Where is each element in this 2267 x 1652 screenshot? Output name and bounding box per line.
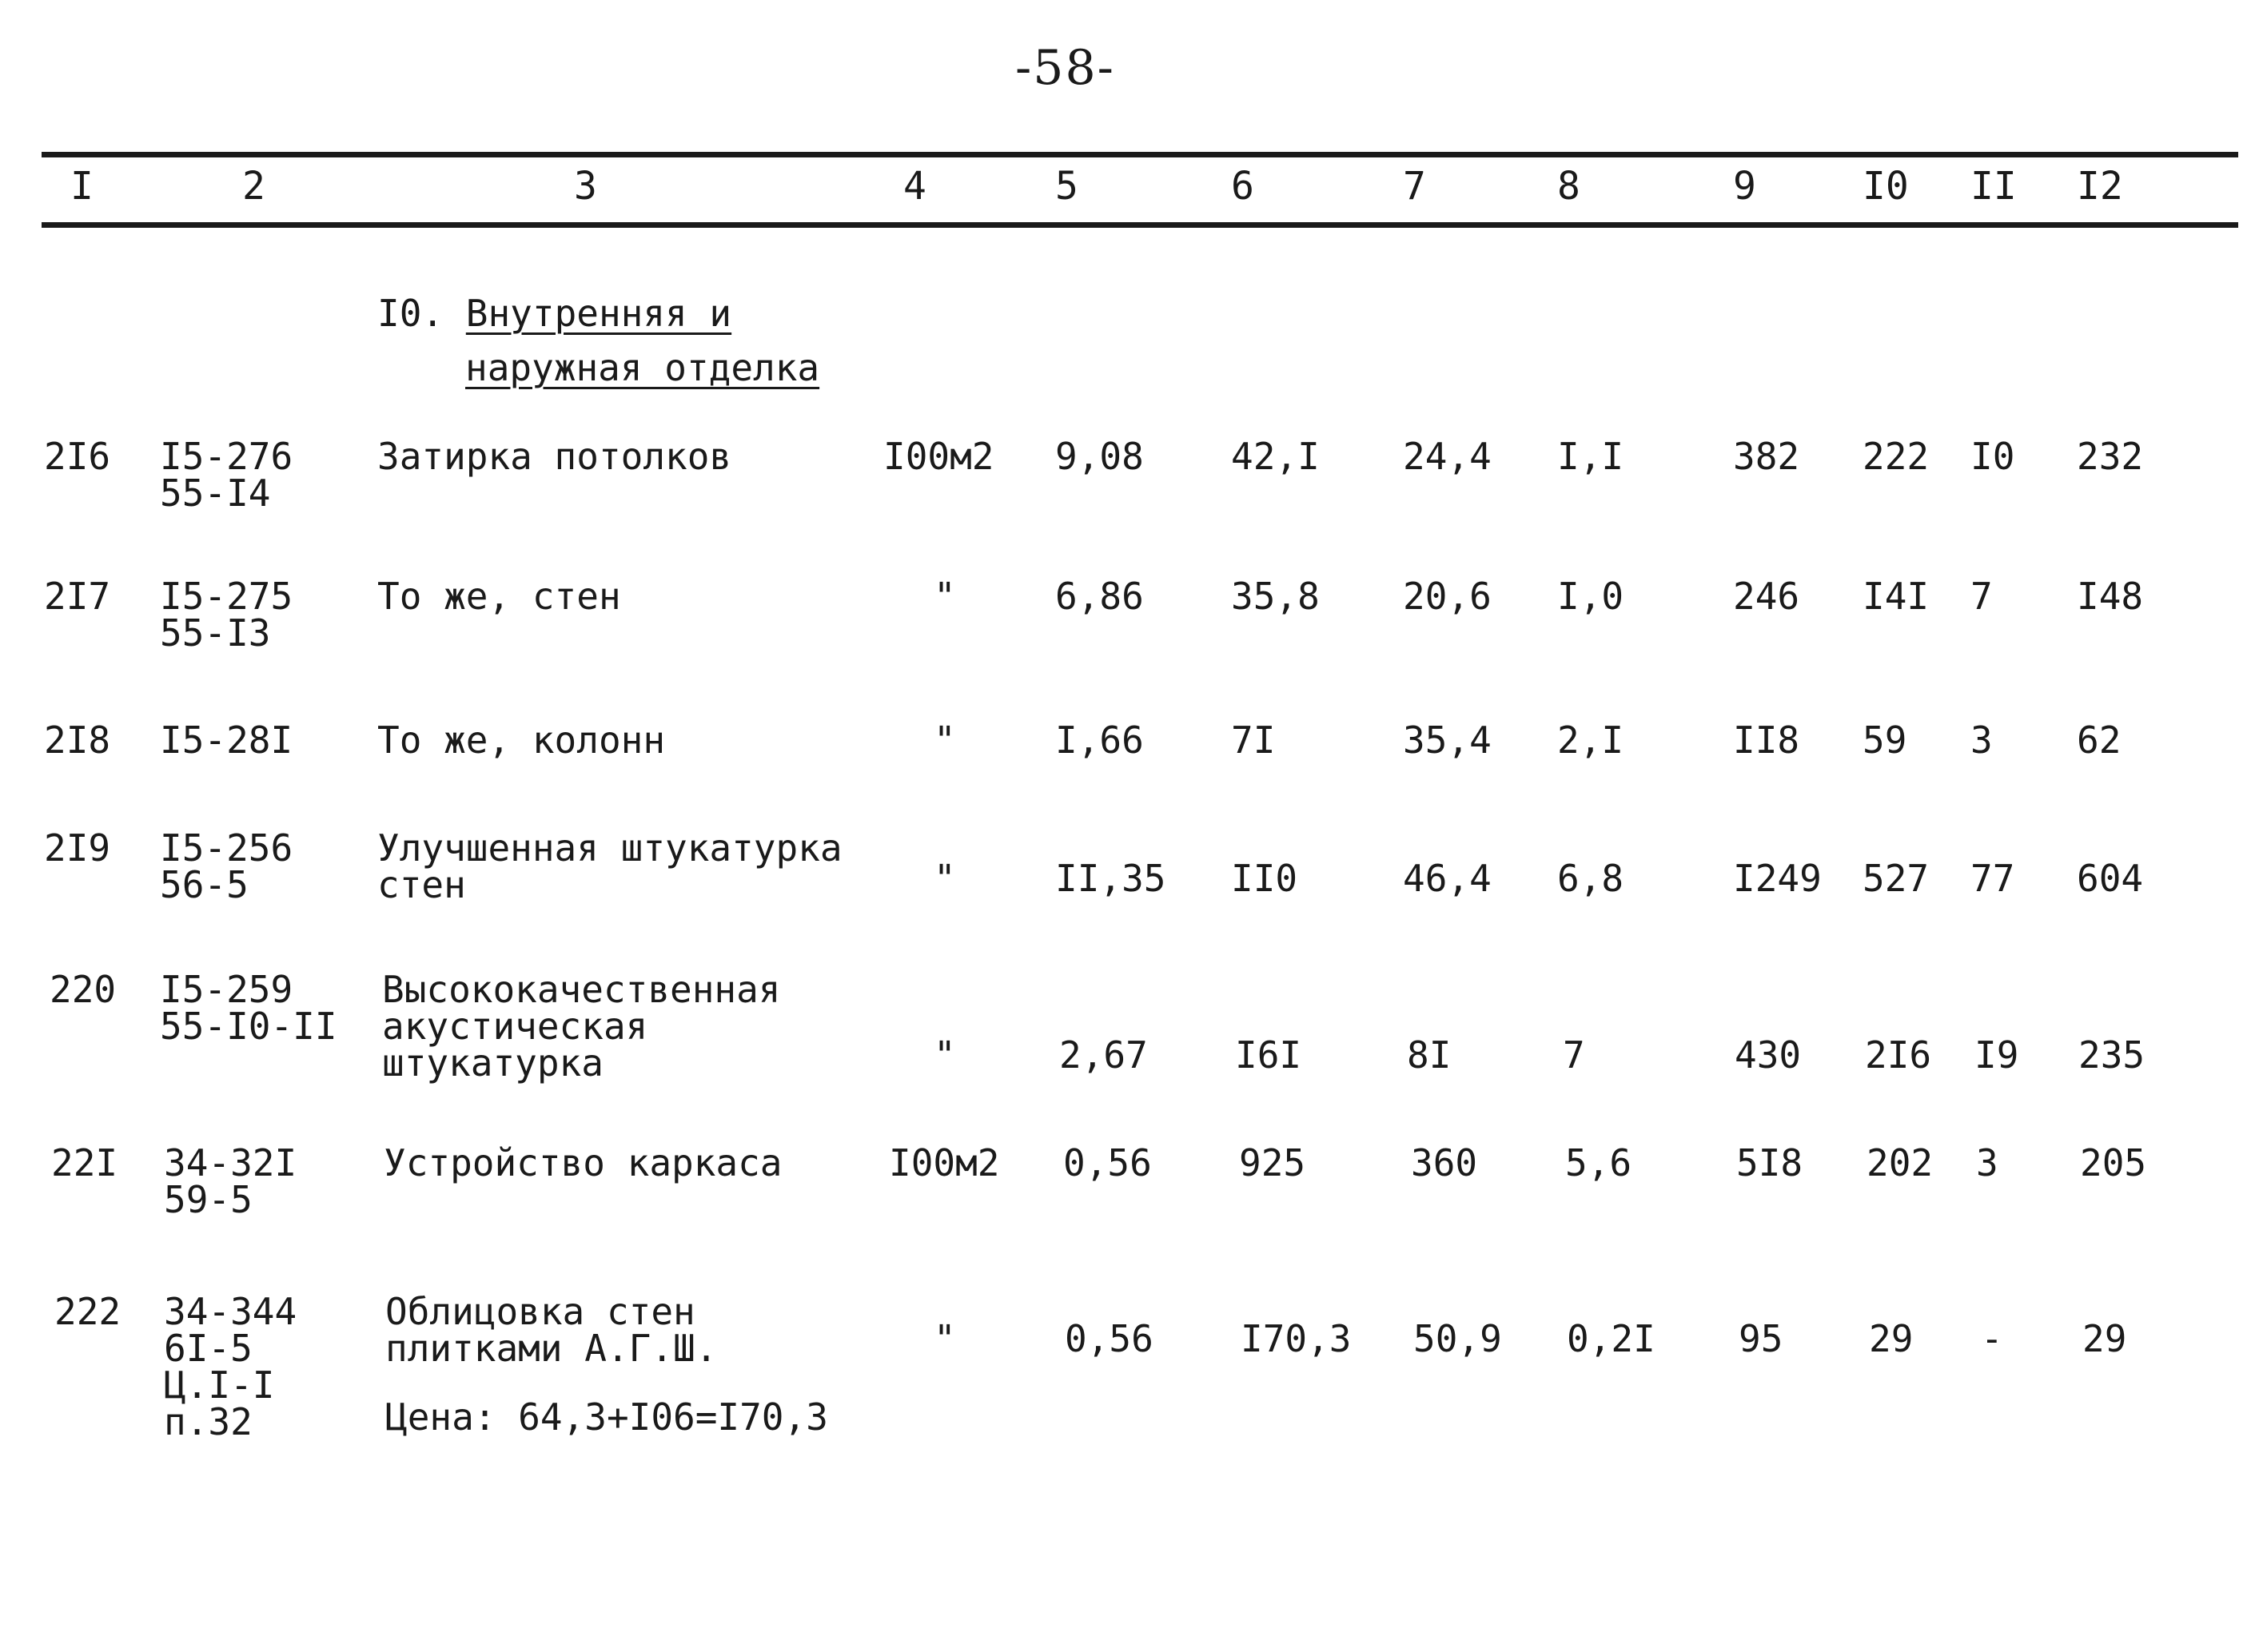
norm-code: 56-5 — [160, 863, 249, 906]
row-number: 220 — [50, 968, 117, 1011]
value-col-11: 7 — [1970, 575, 1993, 618]
value-col-5: 9,08 — [1055, 435, 1144, 478]
value-col-9: 430 — [1735, 1033, 1802, 1077]
value-col-8: I,I — [1557, 435, 1624, 478]
norm-code: 34-344 — [164, 1290, 297, 1333]
value-col-11: 77 — [1970, 857, 2015, 900]
value-col-12: 604 — [2077, 857, 2144, 900]
value-col-6: I6I — [1235, 1033, 1302, 1077]
work-description: Облицовка стен — [385, 1290, 695, 1333]
unit: " — [934, 719, 956, 762]
work-description: акустическая — [382, 1005, 648, 1048]
value-col-7: 35,4 — [1403, 719, 1492, 762]
value-col-5: I,66 — [1055, 719, 1144, 762]
header-col-12: I2 — [2077, 164, 2123, 209]
value-col-12: 62 — [2077, 719, 2122, 762]
header-col-7: 7 — [1403, 164, 1426, 209]
unit: " — [934, 575, 956, 618]
value-col-10: 2I6 — [1865, 1033, 1932, 1077]
norm-code: I5-259 — [160, 968, 293, 1011]
price-note: Цена: 64,3+I06=I70,3 — [385, 1395, 828, 1439]
norm-code: 34-32I — [164, 1141, 297, 1184]
table-top-rule — [42, 152, 2238, 157]
header-col-9: 9 — [1733, 164, 1756, 209]
unit: I00м2 — [883, 435, 994, 478]
value-col-10: 29 — [1869, 1317, 1914, 1360]
value-col-10: 202 — [1867, 1141, 1934, 1184]
work-description: Высококачественная — [382, 968, 781, 1011]
value-col-8: I,0 — [1557, 575, 1624, 618]
section-title-line2: наружная отделка — [465, 346, 820, 389]
value-col-10: 222 — [1863, 435, 1930, 478]
value-col-5: 0,56 — [1063, 1141, 1152, 1184]
header-col-3: 3 — [574, 164, 597, 209]
value-col-7: 46,4 — [1403, 857, 1492, 900]
value-col-9: 95 — [1739, 1317, 1783, 1360]
header-col-1: I — [70, 164, 94, 209]
value-col-7: 20,6 — [1403, 575, 1492, 618]
unit: " — [934, 1317, 956, 1360]
unit: " — [934, 857, 956, 900]
value-col-7: 8I — [1407, 1033, 1452, 1077]
value-col-12: 29 — [2082, 1317, 2127, 1360]
table-header-rule — [42, 222, 2238, 228]
norm-code: I5-256 — [160, 826, 293, 870]
section-title-line1: Внутренняя и — [465, 292, 732, 335]
value-col-9: 5I8 — [1736, 1141, 1803, 1184]
norm-code: п.32 — [164, 1400, 253, 1443]
header-col-11: II — [1970, 164, 2017, 209]
value-col-6: 35,8 — [1231, 575, 1320, 618]
row-number: 2I9 — [44, 826, 111, 870]
header-col-6: 6 — [1231, 164, 1254, 209]
norm-code: I5-28I — [160, 719, 293, 762]
value-col-7: 50,9 — [1413, 1317, 1502, 1360]
value-col-11: 3 — [1970, 719, 1993, 762]
value-col-9: 246 — [1733, 575, 1800, 618]
norm-code: I5-275 — [160, 575, 293, 618]
value-col-5: 2,67 — [1059, 1033, 1148, 1077]
value-col-6: 7I — [1231, 719, 1276, 762]
value-col-6: 42,I — [1231, 435, 1320, 478]
value-col-8: 7 — [1563, 1033, 1585, 1077]
value-col-10: I4I — [1863, 575, 1930, 618]
header-col-4: 4 — [903, 164, 926, 209]
row-number: 2I8 — [44, 719, 111, 762]
value-col-12: 232 — [2077, 435, 2144, 478]
value-col-5: 6,86 — [1055, 575, 1144, 618]
norm-code: I5-276 — [160, 435, 293, 478]
header-col-5: 5 — [1055, 164, 1078, 209]
value-col-6: II0 — [1231, 857, 1298, 900]
value-col-10: 59 — [1863, 719, 1907, 762]
work-description: Затирка потолков — [377, 435, 732, 478]
value-col-9: 382 — [1733, 435, 1800, 478]
header-col-8: 8 — [1557, 164, 1580, 209]
row-number: 2I6 — [44, 435, 111, 478]
value-col-8: 0,2I — [1567, 1317, 1655, 1360]
value-col-7: 360 — [1411, 1141, 1478, 1184]
value-col-6: I70,3 — [1241, 1317, 1352, 1360]
value-col-11: I9 — [1974, 1033, 2019, 1077]
value-col-5: II,35 — [1055, 857, 1166, 900]
norm-code: 55-I0-II — [160, 1005, 337, 1048]
value-col-9: I249 — [1733, 857, 1822, 900]
value-col-8: 5,6 — [1565, 1141, 1632, 1184]
value-col-9: II8 — [1733, 719, 1800, 762]
row-number: 22I — [51, 1141, 118, 1184]
header-col-10: I0 — [1863, 164, 1909, 209]
work-description: Устройство каркаса — [384, 1141, 783, 1184]
value-col-11: - — [1981, 1317, 2003, 1360]
value-col-8: 6,8 — [1557, 857, 1624, 900]
norm-code: Ц.I-I — [164, 1363, 275, 1407]
work-description: То же, колонн — [377, 719, 666, 762]
unit: " — [934, 1033, 956, 1077]
value-col-6: 925 — [1239, 1141, 1306, 1184]
section-number: I0. — [377, 292, 444, 335]
norm-code: 6I-5 — [164, 1327, 253, 1370]
work-description: плитками А.Г.Ш. — [385, 1327, 718, 1370]
work-description: штукатурка — [382, 1041, 604, 1085]
value-col-10: 527 — [1863, 857, 1930, 900]
value-col-8: 2,I — [1557, 719, 1624, 762]
work-description: То же, стен — [377, 575, 621, 618]
value-col-12: 235 — [2078, 1033, 2145, 1077]
norm-code: 59-5 — [164, 1178, 253, 1221]
header-col-2: 2 — [242, 164, 265, 209]
value-col-5: 0,56 — [1065, 1317, 1153, 1360]
value-col-7: 24,4 — [1403, 435, 1492, 478]
work-description: стен — [377, 863, 466, 906]
value-col-12: 205 — [2080, 1141, 2147, 1184]
value-col-11: I0 — [1970, 435, 2015, 478]
row-number: 222 — [54, 1290, 122, 1333]
work-description: Улучшенная штукатурка — [377, 826, 843, 870]
page-number: -58- — [1015, 40, 1115, 96]
unit: I00м2 — [889, 1141, 1000, 1184]
norm-code: 55-I3 — [160, 611, 271, 655]
section-heading — [377, 286, 819, 395]
value-col-12: I48 — [2077, 575, 2144, 618]
norm-code: 55-I4 — [160, 472, 271, 515]
row-number: 2I7 — [44, 575, 111, 618]
value-col-11: 3 — [1976, 1141, 1998, 1184]
